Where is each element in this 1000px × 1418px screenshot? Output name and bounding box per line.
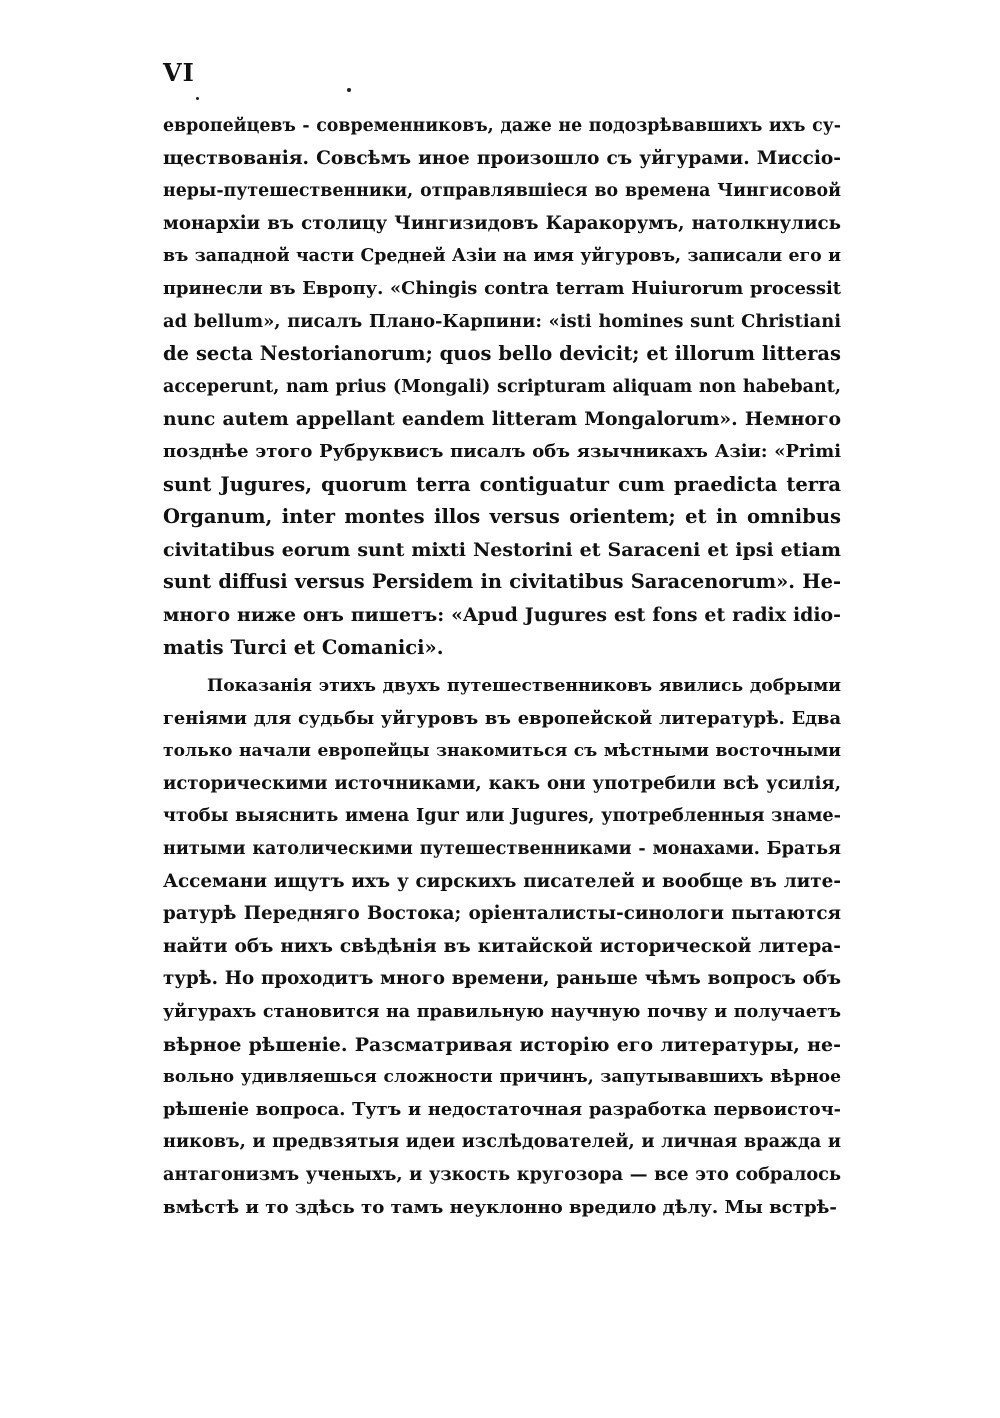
text-line: неры-путешественники, отправлявшіеся во времена Чингисовой: [163, 181, 841, 202]
page-number: VI: [163, 58, 195, 87]
text-line: nunc autem appellant eandem litteram Mongalorum». Немного: [163, 408, 841, 431]
text-line: Показанія этихъ двухъ путешественниковъ явились добрыми: [207, 676, 841, 697]
text-line: турѣ. Но проходитъ много времени, раньше чѣмъ вопросъ объ: [163, 968, 841, 990]
paragraph: [163, 670, 841, 1224]
text-line: рѣшеніе вопроса. Тутъ и недостаточная разработка первоисточ-: [163, 1098, 841, 1120]
text-line: sunt diffusi versus Persidem in civitatibus Saracenorum». Не-: [163, 570, 841, 594]
text-line: вольно удивляешься сложности причинъ, запутывавшихъ вѣрное: [163, 1067, 841, 1088]
text-line: ad bellum», писалъ Плано-Карпини: «isti homines sunt Christiani: [163, 310, 841, 332]
text-line: найти объ нихъ свѣдѣнія въ китайской исторической литера-: [163, 935, 841, 957]
text-line: въ западной части Средней Азіи на имя уйгуровъ, записали его и: [163, 246, 841, 267]
text-line: Organum, inter montes illos versus orientem; et in omnibus: [163, 505, 841, 529]
text-line: Ассемани ищутъ ихъ у сирскихъ писателей и вообще въ лите-: [163, 870, 841, 892]
text-line: чтобы выяснить имена Igur или Jugures, употребленныя знаме-: [163, 805, 841, 827]
text-line: de secta Nestorianorum; quos bello devicit; et illorum litteras: [163, 342, 841, 366]
text-line: только начали европейцы знакомиться съ мѣстными восточными: [163, 741, 841, 762]
text-line: позднѣе этого Рубруквисъ писалъ объ язычникахъ Азіи: «Primi: [163, 440, 841, 462]
text-line: никовъ, и предвзятыя идеи изслѣдователей, и личная вражда и: [163, 1131, 841, 1153]
body-text: [163, 110, 841, 1224]
text-line: монархіи въ столицу Чингизидовъ Каракорумъ, натолкнулись: [163, 212, 841, 234]
paragraph: [163, 110, 841, 664]
text-line: антагонизмъ ученыхъ, и узкость кругозора — все это собралось: [163, 1164, 841, 1185]
text-line: вмѣстѣ и то здѣсь то тамъ неуклонно вредило дѣлу. Мы встрѣ-: [163, 1196, 837, 1218]
text-line: ществованія. Совсѣмъ иное произошло съ уйгурами. Миссіо-: [163, 147, 841, 169]
text-line: matis Turci et Comanici».: [163, 635, 444, 659]
text-line: принесли въ Европу. «Chingis contra terram Huiurorum processit: [163, 277, 841, 299]
print-speck: [196, 97, 199, 100]
text-line: вѣрное рѣшеніе. Разсматривая исторію его литературы, не-: [163, 1033, 841, 1056]
print-speck: [347, 88, 351, 92]
text-line: ратурѣ Передняго Востока; оріенталисты-синологи пытаются: [163, 903, 841, 925]
text-line: civitatibus eorum sunt mixti Nestorini et Saraceni et ipsi etiam: [163, 538, 841, 561]
text-line: историческими источниками, какъ они употребили всѣ усилія,: [163, 772, 841, 794]
text-line: уйгурахъ становится на правильную научную почву и получаетъ: [163, 1002, 841, 1023]
text-line: acceperunt, nam prius (Mongali) scripturam aliquam non habebant,: [163, 376, 841, 397]
text-line: нитыми католическими путешественниками - монахами. Братья: [163, 839, 841, 860]
text-line: европейцевъ - современниковъ, даже не подозрѣвавшихъ ихъ су-: [163, 116, 841, 136]
text-line: sunt Jugures, quorum terra contiguatur cum praedicta terra: [163, 472, 841, 496]
text-line: много ниже онъ пишетъ: «Apud Jugures est fons et radix idio-: [163, 603, 841, 626]
text-line: геніями для судьбы уйгуровъ въ европейской литературѣ. Едва: [163, 707, 841, 729]
